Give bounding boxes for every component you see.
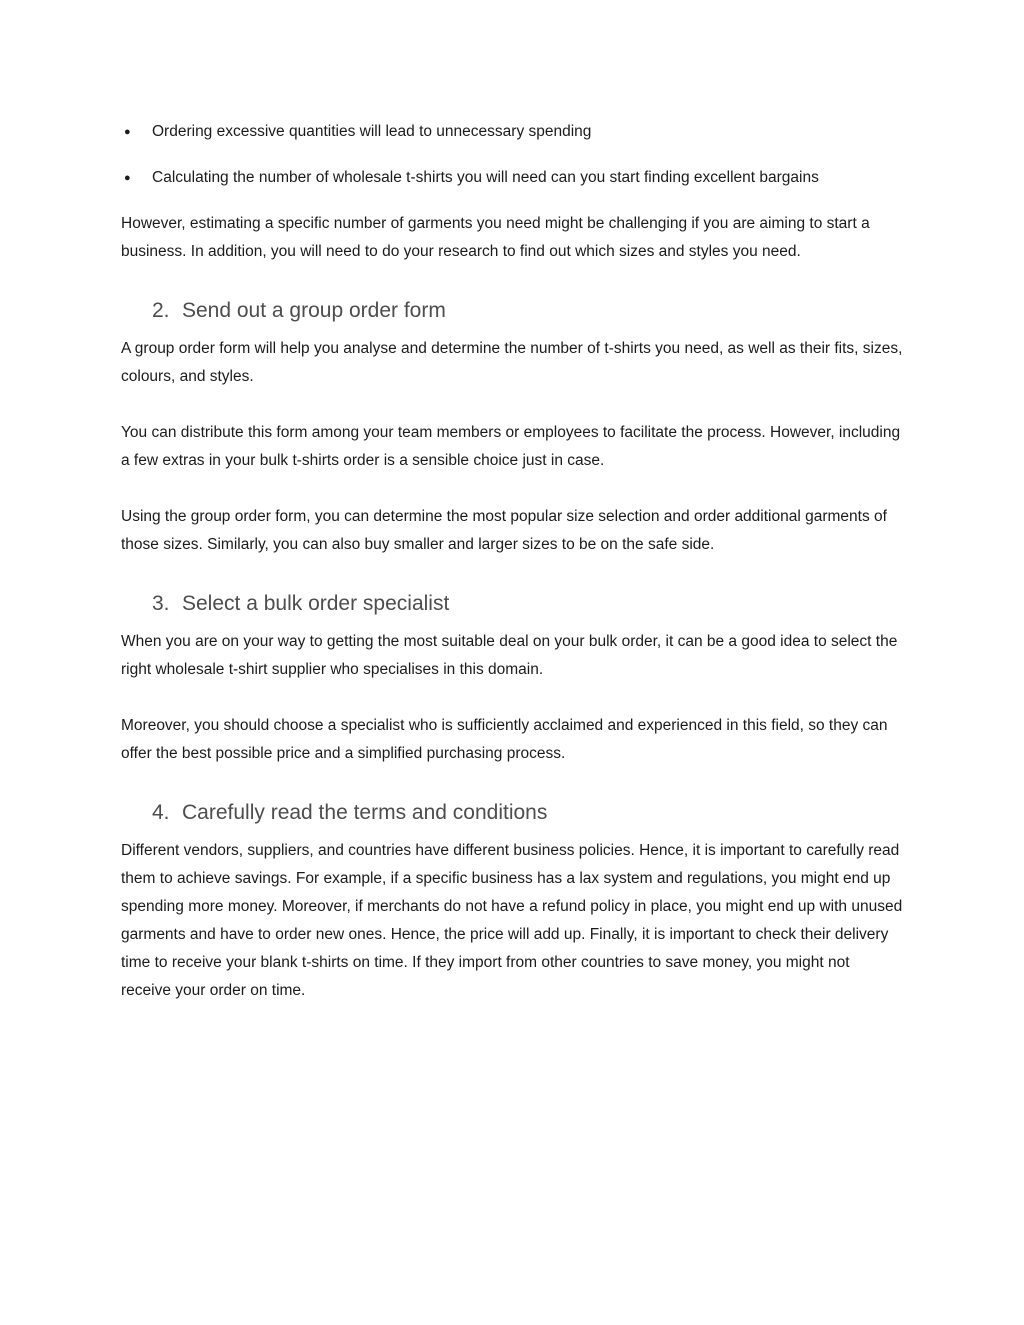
bullet-icon: ●	[124, 126, 131, 138]
paragraph: Moreover, you should choose a specialist who is sufficiently acclaimed and experienced in this field, so they can offer the best possible price and a simplified purchasing process.	[121, 717, 888, 762]
section-heading-group-order-form	[121, 294, 903, 328]
heading-title: Select a bulk order specialist	[182, 592, 450, 615]
intro-paragraph: However, estimating a specific number of garments you need might be challenging if you are aiming to start a business. In addition, you will need to do your research to find out which sizes and styles you need.	[121, 215, 870, 260]
bullet-list	[121, 118, 903, 192]
bullet-text: Calculating the number of wholesale t-shirts you will need can you start finding excellent bargains	[152, 169, 819, 186]
paragraph: A group order form will help you analyse and determine the number of t-shirts you need, as well as their fits, sizes, colours, and styles.	[121, 340, 903, 385]
heading-title: Carefully read the terms and conditions	[182, 801, 548, 824]
bullet-text: Ordering excessive quantities will lead to unnecessary spending	[152, 123, 592, 140]
heading-title: Send out a group order form	[182, 299, 446, 322]
heading-number: 3.	[152, 592, 170, 615]
list-item	[121, 118, 903, 146]
section-heading-terms-and-conditions	[121, 796, 903, 830]
heading-number: 4.	[152, 801, 170, 824]
list-item	[121, 164, 903, 192]
paragraph: When you are on your way to getting the most suitable deal on your bulk order, it can be a good idea to select the right wholesale t-shirt supplier who specialises in this domain.	[121, 633, 898, 678]
heading-number: 2.	[152, 299, 170, 322]
paragraph: You can distribute this form among your team members or employees to facilitate the process. However, including a few extras in your bulk t-shirts order is a sensible choice just in case.	[121, 424, 901, 469]
bullet-icon: ●	[124, 172, 131, 184]
section-heading-bulk-order-specialist	[121, 587, 903, 621]
paragraph: Using the group order form, you can determine the most popular size selection and order additional garments of those sizes. Similarly, you can also buy smaller and larger sizes to be on the safe side.	[121, 508, 887, 553]
paragraph: Different vendors, suppliers, and countries have different business policies. Hence, it is important to carefully read them to achieve savings. For example, if a specific business has a lax system and regulations, you might end up spending more money. Moreover, if merchants do not have a refund policy in place, you might end up with unused garments and have to order new ones. Hence, the price will add up. Finally, it is important to check their delivery time to receive your blank t-shirts on time. If they import from other countries to save money, you might not receive your order on time.	[121, 842, 903, 999]
